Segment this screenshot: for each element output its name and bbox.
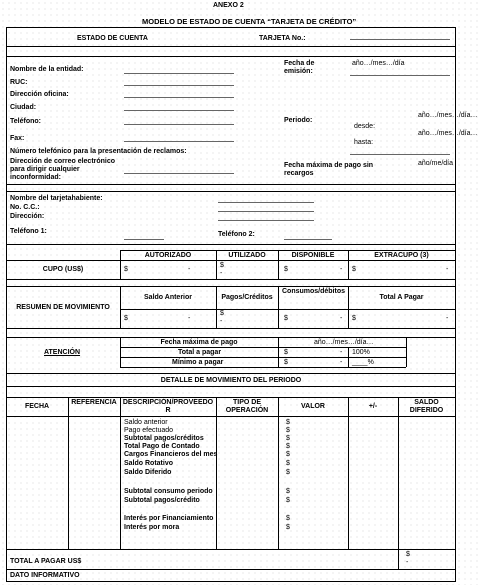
detalle-col-description: DESCRIPCIÓN/PROVEEDOR	[122, 399, 214, 414]
detalle-row-currency: $	[286, 469, 290, 476]
divider	[6, 184, 456, 185]
detalle-row-description: Subtotal consumo periodo	[124, 488, 213, 495]
cupo-header-available: DISPONIBLE	[291, 252, 335, 259]
cupo-available-currency: $	[284, 266, 288, 273]
period-from-label: desde:	[354, 123, 376, 130]
resumen-previous-value: -	[188, 315, 191, 322]
period-line	[350, 154, 450, 155]
detalle-row-description: Interés por Financiamiento	[124, 515, 214, 522]
card-number-field[interactable]	[350, 39, 450, 40]
complaints-email-label: Dirección de correo electrónico para dirigir cualquier inconformidad:	[10, 158, 116, 181]
office-address-label: Dirección oficina:	[10, 91, 69, 98]
divider	[6, 56, 456, 57]
resumen-header-total: Total A Pagar	[379, 294, 424, 301]
resumen-payments-currency: $	[220, 310, 224, 317]
resumen-consumption-value: -	[340, 315, 343, 322]
cupo-header-extra: EXTRACUPO (3)	[374, 252, 429, 259]
cupo-extra-currency: $	[352, 266, 356, 273]
detalle-row-description: Saldo Diferido	[124, 469, 172, 476]
detalle-row-description: Saldo anterior	[124, 419, 168, 426]
due-date-label: Fecha máxima de pago sin recargos	[284, 162, 374, 177]
holder-address-field[interactable]	[218, 220, 314, 221]
detalle-row-description: Interés por mora	[124, 524, 180, 531]
detalle-row-currency: $	[286, 419, 290, 426]
resumen-total-currency: $	[352, 315, 356, 322]
cupo-available-value: -	[340, 266, 343, 273]
footer-total-currency: $	[406, 551, 410, 558]
detalle-col-operation: TIPO DE OPERACIÓN	[225, 399, 269, 414]
detalle-row-currency: $	[286, 515, 290, 522]
atencion-total-value: -	[340, 349, 343, 356]
holder-phone2-label: Teléfono 2:	[218, 231, 255, 238]
divider	[6, 46, 456, 47]
holder-id-label: No. C.C.:	[10, 204, 40, 211]
detalle-col-reference: REFERENCIA	[71, 399, 117, 406]
cupo-extra-value: -	[446, 266, 449, 273]
detalle-row-description: Saldo Rotativo	[124, 460, 174, 467]
detalle-row-description: Subtotal pagos/crédito	[124, 497, 200, 504]
atencion-due-value: año…/mes…/día…	[314, 339, 374, 346]
resumen-previous-currency: $	[124, 315, 128, 322]
detalle-row-currency: $	[286, 488, 290, 495]
resumen-label: RESUMEN DE MOVIMIENTO	[16, 304, 110, 311]
holder-phone1-field[interactable]	[124, 239, 164, 240]
period-to-value: año…/mes…/día…	[418, 130, 478, 137]
resumen-total-value: -	[446, 315, 449, 322]
cupo-row-label: CUPO (US$)	[42, 266, 84, 273]
detalle-row-currency: $	[286, 443, 290, 450]
detalle-row-description: Total Pago de Contado	[124, 443, 200, 450]
detalle-col-value: VALOR	[301, 403, 325, 410]
divider	[6, 191, 456, 192]
detalle-row-currency: $	[286, 524, 290, 531]
period-to-label: hasta:	[354, 139, 374, 146]
atencion-minimum-label: Mínimo a pagar	[172, 359, 224, 366]
city-label: Ciudad:	[10, 104, 37, 111]
atencion-minimum-value: -	[340, 359, 343, 366]
footer-info-label: DATO INFORMATIVO	[10, 572, 80, 579]
issue-date-value: año…/mes…/día	[352, 60, 405, 67]
cupo-header-used: UTILIZADO	[228, 252, 266, 259]
detalle-row-currency: $	[286, 497, 290, 504]
frame-top	[6, 27, 456, 28]
document-title: MODELO DE ESTADO DE CUENTA “TARJETA DE CRÉDITO”	[142, 17, 357, 26]
atencion-minimum-percent: ____%	[352, 359, 374, 366]
detalle-row-currency: $	[286, 451, 290, 458]
resumen-consumption-currency: $	[284, 315, 288, 322]
complaints-phone-label: Número telefónico para la presentación de reclamos:	[10, 148, 187, 155]
ruc-field[interactable]	[124, 85, 234, 86]
resumen-header-previous: Saldo Anterior	[144, 294, 192, 301]
detalle-row-description: Pago efectuado	[124, 427, 174, 434]
resumen-header-consumption: Consumos/débitos	[282, 288, 346, 295]
ruc-label: RUC:	[10, 79, 28, 86]
cupo-authorized-currency: $	[124, 266, 128, 273]
holder-address-label: Dirección:	[10, 213, 45, 220]
issue-date-label: Fecha de emisión:	[284, 60, 315, 75]
atencion-total-currency: $	[284, 349, 288, 356]
entity-phone-label: Teléfono:	[10, 118, 41, 125]
resumen-header-payments: Pagos/Créditos	[221, 294, 273, 301]
issue-date-line	[350, 75, 450, 76]
cupo-authorized-value: -	[188, 266, 191, 273]
office-address-field[interactable]	[124, 97, 234, 98]
detalle-row-currency: $	[286, 460, 290, 467]
city-field[interactable]	[124, 110, 234, 111]
annex-label: ANEXO 2	[213, 2, 244, 9]
entity-name-field[interactable]	[124, 73, 234, 74]
divider	[6, 244, 456, 245]
footer-total-value: -	[406, 559, 409, 566]
detalle-row-description: Subtotal pagos/créditos	[124, 435, 204, 442]
footer-total-label: TOTAL A PAGAR US$	[10, 558, 82, 565]
holder-name-field[interactable]	[218, 202, 314, 203]
holder-name-label: Nombre del tarjetahabiente:	[10, 195, 103, 202]
card-number-label: TARJETA No.:	[259, 35, 306, 42]
statement-label: ESTADO DE CUENTA	[77, 35, 148, 42]
complaints-email-field[interactable]	[124, 173, 234, 174]
atencion-label: ATENCIÓN	[44, 349, 81, 356]
detalle-row-currency: $	[286, 427, 290, 434]
detalle-col-deferred: SALDO DIFERIDO	[409, 399, 444, 414]
entity-phone-field[interactable]	[124, 124, 234, 125]
resumen-payments-value: -	[220, 318, 223, 325]
detalle-title: DETALLE DE MOVIMIENTO DEL PERIODO	[160, 377, 302, 384]
holder-phone1-label: Teléfono 1:	[10, 228, 47, 235]
holder-phone2-field[interactable]	[284, 239, 332, 240]
frame-right	[455, 27, 456, 582]
atencion-minimum-currency: $	[284, 359, 288, 366]
detalle-row-currency: $	[286, 435, 290, 442]
cupo-used-currency: $	[220, 262, 224, 269]
fax-label: Fax:	[10, 135, 25, 142]
period-from-value: año…/mes…/día…	[418, 112, 478, 119]
detalle-row-description: Cargos Financieros del mes	[124, 451, 218, 458]
atencion-total-percent: 100%	[352, 349, 370, 356]
entity-name-label: Nombre de la entidad:	[10, 66, 84, 73]
period-label: Periodo:	[284, 117, 313, 124]
detalle-col-sign: +/-	[368, 403, 378, 410]
cupo-used-value: -	[220, 270, 223, 277]
atencion-due-label: Fecha máxima de pago	[160, 339, 238, 346]
holder-id-field[interactable]	[218, 211, 314, 212]
due-date-value: año/me/día	[418, 160, 454, 167]
detalle-col-date: FECHA	[24, 403, 50, 410]
fax-field[interactable]	[124, 141, 234, 142]
atencion-total-label: Total a pagar	[178, 349, 222, 356]
cupo-header-authorized: AUTORIZADO	[144, 252, 192, 259]
